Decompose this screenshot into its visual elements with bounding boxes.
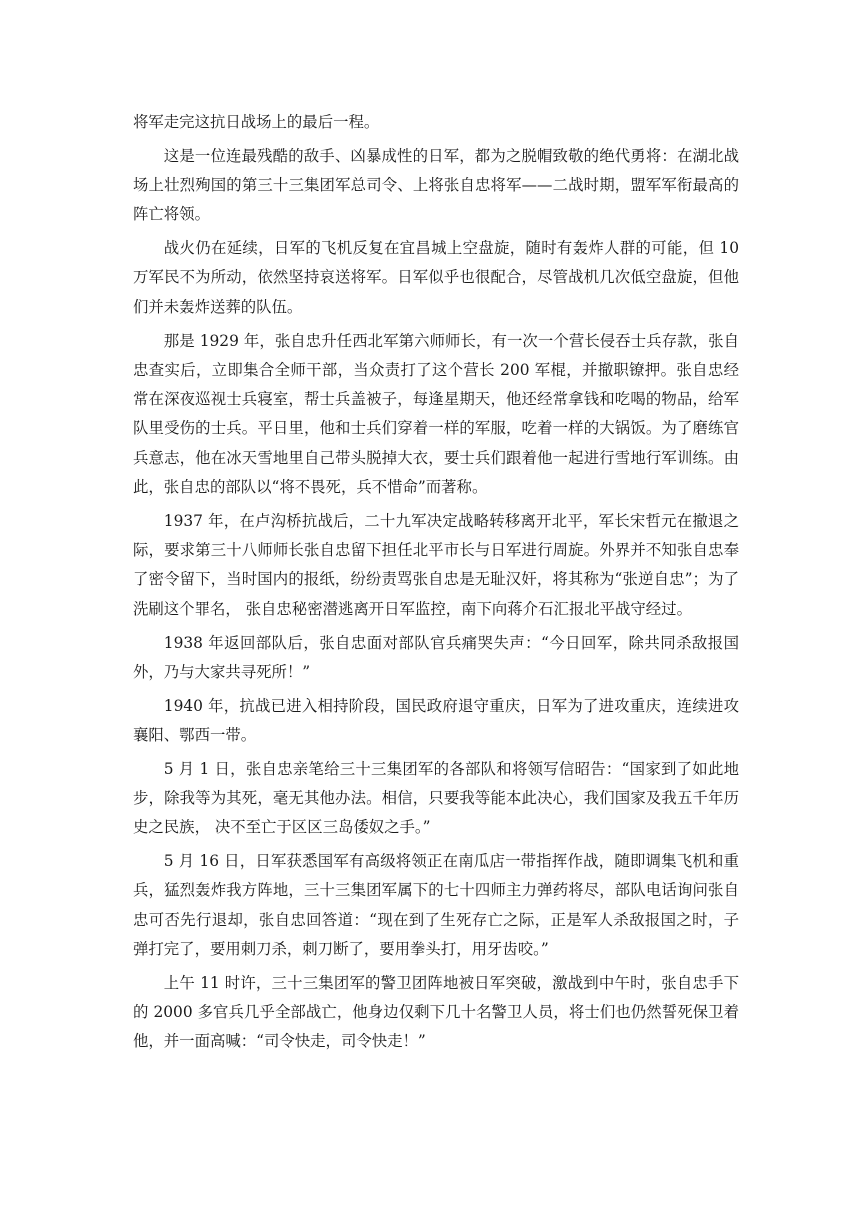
paragraph-3: 战火仍在延续，日军的飞机反复在宜昌城上空盘旋，随时有轰炸人群的可能，但 10 万军民不为所动，依然坚持哀送将军。日军似乎也很配合，尽管战机几次低空盘旋，但他们并未轰炸送葬的队伍。 — [133, 239, 739, 316]
paragraph-2: 这是一位连最残酷的敌手、凶暴成性的日军，都为之脱帽致敬的绝代勇将：在湖北战场上壮烈殉国的第三十三集团军总司令、上将张自忠将军——二战时期，盟军军衔最高的阵亡将领。 — [133, 146, 739, 224]
paragraph-4: 那是 1929 年，张自忠升任西北军第六师师长，有一次一个营长侵吞士兵存款，张自忠查实后，立即集合全师干部，当众责打了这个营长 200 军棍，并撤职镣押。张自忠经常在深夜巡视士兵寝室，帮士兵盖被子，每逢星期天，他还经常拿钱和吃喝的物品，给军队里受伤的士兵。平日里，他和士兵们穿着一样的军服，吃着一样的大锅饭。为了磨练官兵意志，他在冰天雪地里自己带头脱掉大衣，要士兵们跟着他一起进行雪地行军训练。由此，张自忠的部队以“将不畏死，兵不惜命”而著称。 — [133, 331, 739, 497]
paragraph-9: 5 月 16 日，日军获悉国军有高级将领正在南瓜店一带指挥作战，随即调集飞机和重兵，猛烈轰炸我方阵地，三十三集团军属下的七十四师主力弹药将尽，部队电话询问张自忠可否先行退却，张自忠回答道：“现在到了生死存亡之际，正是军人杀敌报国之时，子弹打完了，要用刺刀杀，刺刀断了，要用拳头打，用牙齿咬。” — [133, 852, 739, 959]
paragraph-5: 1937 年，在卢沟桥抗战后，二十九军决定战略转移离开北平，军长宋哲元在撤退之际，要求第三十八师师长张自忠留下担任北平市长与日军进行周旋。外界并不知张自忠奉了密令留下，当时国内的报纸，纷纷责骂张自忠是无耻汉奸，将其称为“张逆自忠”；为了洗刷这个罪名， 张自忠秘密潜逃离开日军监控，南下向蒋介石汇报北平战守经过。 — [133, 511, 739, 618]
paragraph-8: 5 月 1 日，张自忠亲笔给三十三集团军的各部队和将领写信昭告：“国家到了如此地步，除我等为其死，毫无其他办法。相信，只要我等能本此决心，我们国家及我五千年历史之民族， 决不至亡于区区三岛倭奴之手。” — [133, 759, 739, 837]
paragraph-10: 上午 11 时许，三十三集团军的警卫团阵地被日军突破，激战到中午时，张自忠手下的 2000 多官兵几乎全部战亡，他身边仅剩下几十名警卫人员，将士们也仍然誓死保卫着他，并一面高喊：“司令快走，司令快走！” — [133, 973, 739, 1051]
article-body — [133, 108, 739, 1061]
paragraph-1: 将军走完这抗日战场上的最后一程。 — [133, 113, 380, 131]
paragraph-7: 1940 年，抗战已进入相持阶段，国民政府退守重庆，日军为了进攻重庆，连续进攻襄阳、鄂西一带。 — [133, 696, 739, 744]
paragraph-6: 1938 年返回部队后，张自忠面对部队官兵痛哭失声：“今日回军，除共同杀敌报国外，乃与大家共寻死所！” — [133, 633, 739, 681]
